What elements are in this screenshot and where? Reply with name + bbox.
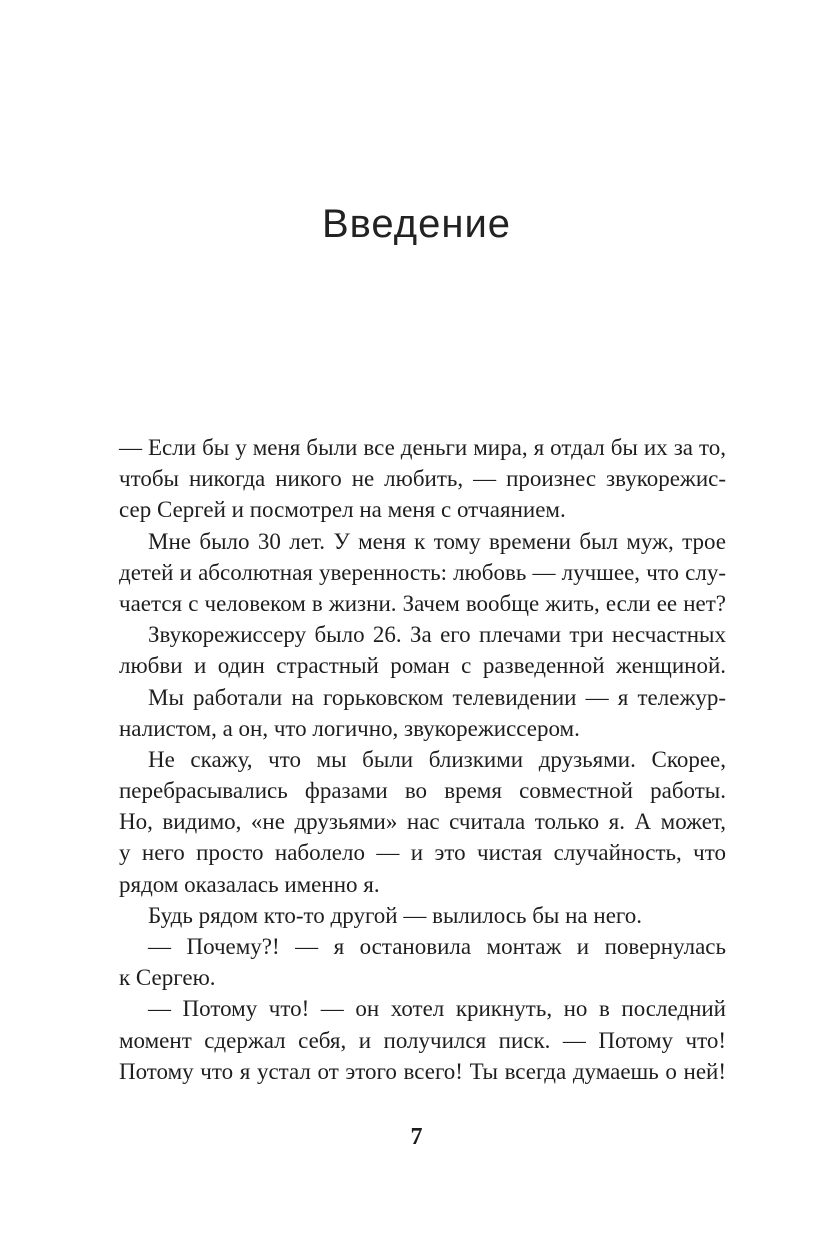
text-line: — Потому что! — он хотел крикнуть, но в последний: [148, 996, 726, 1022]
text-line: любви и один страстный роман с разведенной женщиной.: [119, 653, 726, 679]
text-line: к Сергею.: [119, 965, 216, 991]
text-line: Не скажу, что мы были близкими друзьями. Скорее,: [148, 746, 726, 772]
text-line: Потому что я устал от этого всего! Ты всегда думаешь о ней!: [119, 1058, 726, 1084]
text-line: Будь рядом кто-то другой — вылилось бы на него.: [148, 902, 643, 928]
text-line: Но, видимо, «не друзьями» нас считала только я. А может,: [119, 809, 726, 835]
text-line: — Если бы у меня были все деньги мира, я отдал бы их за то,: [119, 435, 726, 460]
body-text: [119, 432, 726, 1087]
text-line: Мне было 30 лет. У меня к тому времени был муж, трое: [148, 528, 726, 554]
chapter-title: Введение: [321, 202, 512, 246]
text-line: рядом оказалась именно я.: [119, 871, 380, 897]
text-line: сер Сергей и посмотрел на меня с отчаянием.: [119, 497, 566, 523]
text-line: — Почему?! — я остановила монтаж и повернулась: [148, 934, 726, 959]
text-line: у него просто наболело — и это чистая случайность, что: [119, 840, 726, 866]
text-line: чтобы никогда никого не любить, — произнес звукорежис-: [119, 466, 726, 492]
text-line: момент сдержал себя, и получился писк. — Потому что!: [119, 1027, 726, 1053]
text-line: чается с человеком в жизни. Зачем вообще жить, если ее нет?: [119, 590, 726, 616]
text-line: перебрасывались фразами во время совместной работы.: [119, 778, 726, 804]
text-line: Звукорежиссеру было 26. За его плечами три несчастных: [148, 622, 726, 648]
text-line: налистом, а он, что логично, звукорежиссером.: [119, 715, 580, 741]
text-line: Мы работали на горьковском телевидении — я тележур-: [148, 684, 726, 710]
page-number: 7: [410, 1124, 423, 1150]
text-line: детей и абсолютная уверенность: любовь — лучшее, что слу-: [119, 559, 726, 585]
